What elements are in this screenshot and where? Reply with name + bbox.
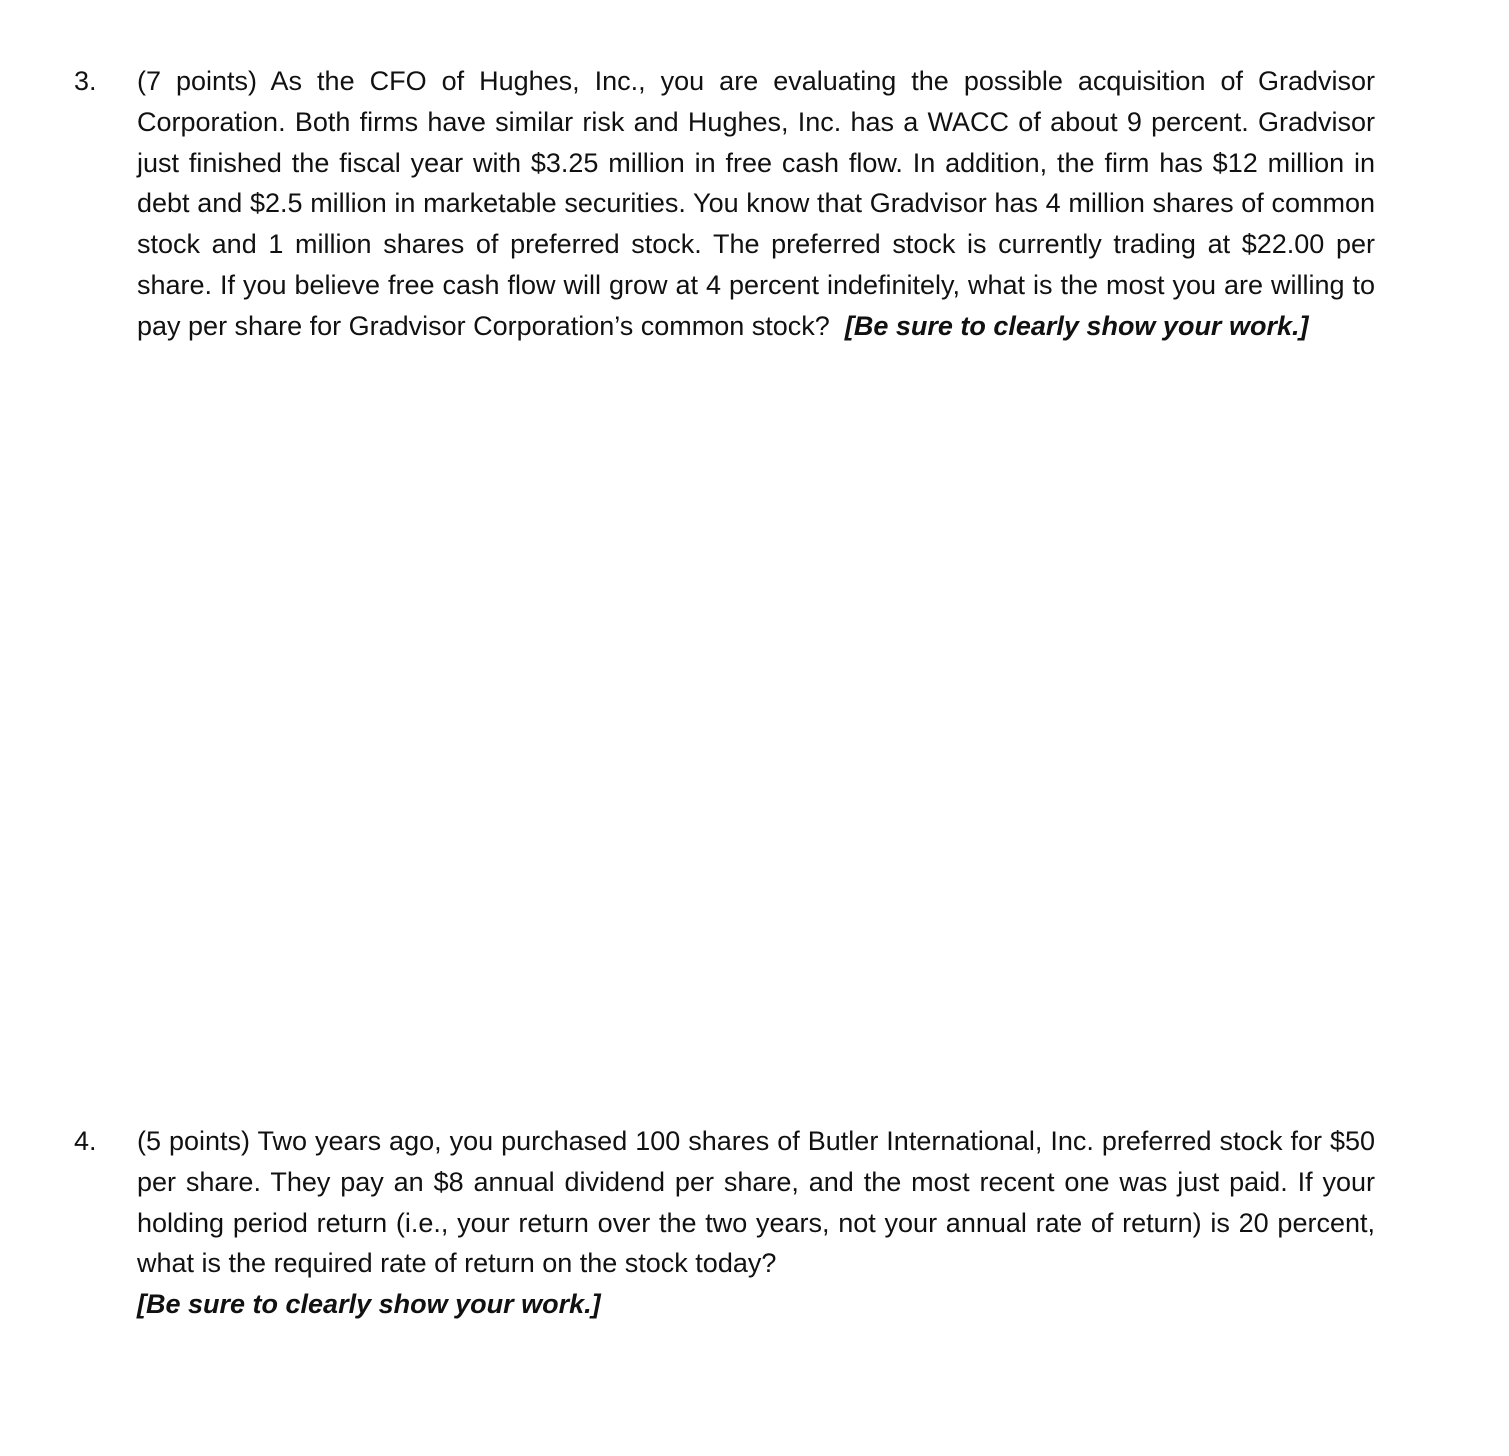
question-text [137, 1121, 1375, 1325]
question-text [137, 61, 1375, 347]
work-instruction: [Be sure to clearly show your work.] [844, 310, 1309, 341]
work-instruction: [Be sure to clearly show your work.] [137, 1289, 601, 1320]
question-body: (7 points) As the CFO of Hughes, Inc., you are evaluating the possible acquisition of Gradvisor Corporation. Both firms have similar risk and Hughes, Inc. has a WACC of about 9 percent. Gradvisor just finished the fiscal year with $3.25 million in free cash flow. In addition, the firm has $12 million in debt and $2.5 million in marketable securities. You know that Gradvisor has 4 million shares of common stock and 1 million shares of preferred stock. The preferred stock is currently trading at $22.00 per share. If you believe free cash flow will grow at 4 percent indefinitely, what is the most you are willing to pay per share for Gradvisor Corporation’s common stock? [137, 66, 1375, 341]
question-number: 4. [74, 1126, 97, 1156]
question-body: (5 points) Two years ago, you purchased 100 shares of Butler International, Inc. preferred stock for $50 per share. They pay an $8 annual dividend per share, and the most recent one was just paid. If your holding period return (i.e., your return over the two years, not your annual rate of return) is 20 percent, what is the required rate of return on the stock today? [137, 1126, 1375, 1279]
question-number: 3. [74, 66, 97, 96]
